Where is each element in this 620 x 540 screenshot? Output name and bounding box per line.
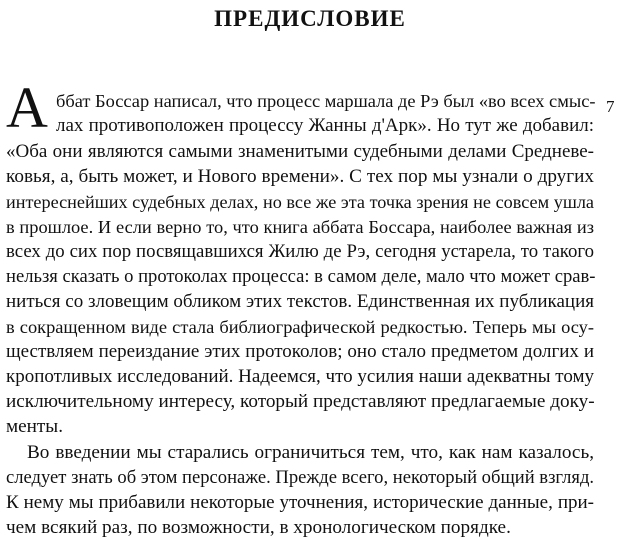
page-title: ПРЕДИСЛОВИЕ xyxy=(214,6,406,31)
text-line: интереснейших судебных делах, но все же эта точка зрения не совсем ушла xyxy=(6,192,594,212)
text-line: менты. xyxy=(6,416,64,437)
text-line: исключительному интересу, который представляют предлагаемые доку- xyxy=(6,391,595,412)
text-line: чем всякий раз, по возможности, в хронологическом порядке. xyxy=(6,517,511,538)
text-line: ковья, а, быть может, и Нового времени». С тех пор мы узнали о других xyxy=(6,166,594,187)
margin-page-number: 7 xyxy=(606,97,615,116)
text-line: в сокращенном виде стала библиографической редкостью. Теперь мы осу- xyxy=(6,317,594,337)
text-line: кропотливых исследований. Надеемся, что усилия наши адекватны тому xyxy=(6,366,594,387)
text-line: Во введении мы старались ограничиться тем, что, как нам казалось, xyxy=(27,442,594,463)
text-line: нельзя сказать о протоколах процесса: в самом деле, мало что может срав- xyxy=(6,266,596,287)
text-line: следует знать об этом персонаже. Прежде всего, некоторый общий взгляд. xyxy=(6,467,595,488)
text-line: всех до сих пор посвящавшихся Жилю де Рэ, сегодня устарела, то такого xyxy=(6,241,594,262)
text-line: К нему мы прибавили некоторые уточнения, исторические данные, при- xyxy=(6,492,594,513)
text-line: «Оба они являются самыми знаменитыми судебными делами Средневе- xyxy=(6,141,594,162)
text-line: ниться со зловещим обликом этих текстов. Единственная их публикация xyxy=(6,291,594,312)
drop-cap: А xyxy=(6,75,48,140)
text-line: ббат Боссар написал, что процесс маршала де Рэ был «во всех смыс- xyxy=(56,91,596,111)
text-line: в прошлое. И если верно то, что книга аббата Боссара, наиболее важная из xyxy=(6,217,594,237)
text-line: ществляем переиздание этих протоколов; оно стало предметом долгих и xyxy=(6,341,594,362)
text-line: лах противоположен процессу Жанны д'Арк». Но тут же добавил: xyxy=(56,115,594,136)
